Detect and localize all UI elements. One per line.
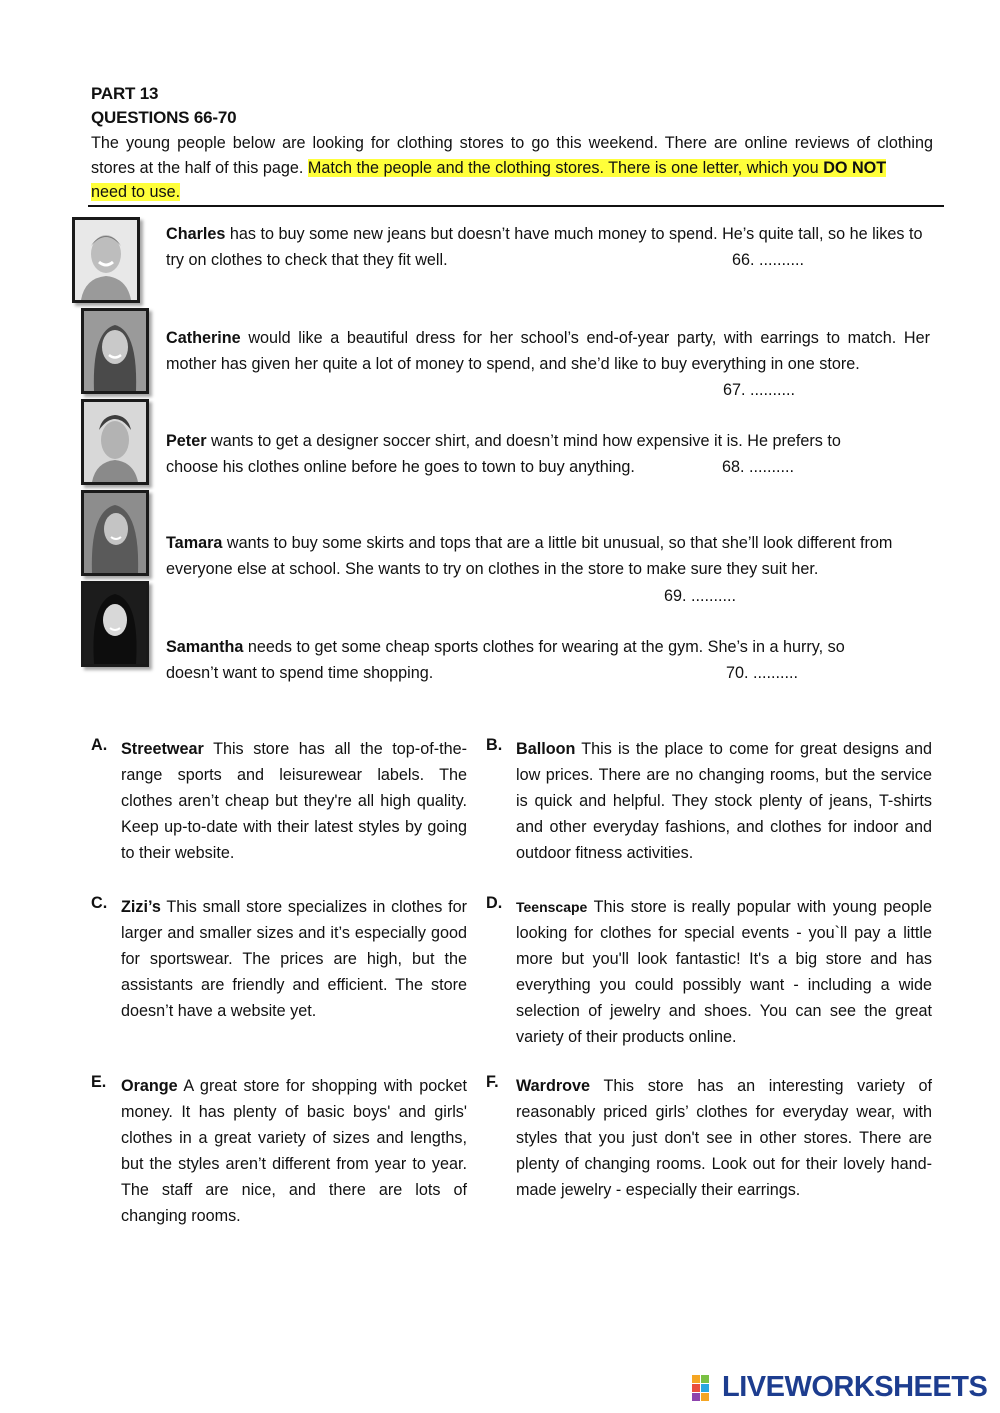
woman-portrait-icon	[84, 311, 146, 391]
woman-portrait-icon	[84, 493, 146, 573]
store-name: Wardrove	[516, 1077, 591, 1095]
answer-67[interactable]: 67. ..........	[723, 381, 795, 399]
person-text: would like a beautiful dress for her school’s end-of-year party, with earrings to match. Her mother has given her quite a lot of money to spend, and she’d like to buy everything in one store.	[166, 329, 930, 373]
intro-highlight-text: Match the people and the clothing stores. There is one letter, which you	[307, 158, 819, 177]
store-letter-c: C.	[91, 894, 108, 912]
questions-heading: QUESTIONS 66-70	[91, 108, 237, 127]
liveworksheets-logo-text[interactable]: LIVEWORKSHEETS	[722, 1371, 988, 1403]
store-e	[121, 1073, 467, 1229]
liveworksheets-logo-icon	[692, 1375, 718, 1403]
store-name: Zizi’s	[121, 898, 161, 916]
person-charles	[166, 221, 930, 273]
intro-text: The young people below are looking for clothing stores to go this weekend. There are online reviews of clothing stores at the half of this page.	[91, 134, 933, 177]
person-text: has to buy some new jeans but doesn’t have much money to spend. He’s quite tall, so he likes to try on clothes to check that they fit well.	[166, 225, 923, 269]
person-name: Charles	[166, 225, 226, 243]
store-letter-b: B.	[486, 736, 503, 754]
store-text: This is the place to come for great designs and low prices. There are no changing rooms, but the service is quick and helpful. They stock plenty of jeans, T-shirts and other everyday fashions, and clothes for indoor and outdoor fitness activities.	[516, 740, 932, 862]
store-text: A great store for shopping with pocket money. It has plenty of basic boys' and girls' clothes in a great variety of sizes and lengths, but the styles aren’t different from year to year. The staff are nice, and there are lots of changing rooms.	[121, 1077, 467, 1225]
store-name: Teenscape	[516, 899, 588, 915]
person-text: wants to buy some skirts and tops that are a little bit unusual, so that she’ll look different from everyone else at school. She wants to try on clothes in the store to make sure they suit her.	[166, 534, 893, 578]
store-letter-f: F.	[486, 1073, 499, 1091]
person-name: Catherine	[166, 329, 241, 347]
store-name: Balloon	[516, 740, 576, 758]
store-f	[516, 1073, 932, 1203]
person-name: Tamara	[166, 534, 223, 552]
part-heading: PART 13	[91, 84, 159, 103]
answer-70[interactable]: 70. ..........	[726, 664, 798, 682]
store-letter-d: D.	[486, 894, 503, 912]
store-letter-e: E.	[91, 1073, 107, 1091]
intro-highlight-end: need to use.	[91, 183, 181, 201]
store-b	[516, 736, 932, 866]
store-text: This store is really popular with young people looking for clothes for special events - you`ll pay a little more but you'll look fantastic! It's a big store and has everything you could possibly want - including a wide selection of jewelry and shoes. You can see the great variety of their products online.	[516, 898, 932, 1046]
catherine-photo	[81, 308, 149, 394]
store-c	[121, 894, 467, 1024]
tamara-photo	[81, 490, 149, 576]
person-name: Samantha	[166, 638, 244, 656]
person-catherine	[166, 325, 930, 377]
answer-69[interactable]: 69. ..........	[664, 587, 736, 605]
man-portrait-icon	[75, 220, 137, 300]
person-text: wants to get a designer soccer shirt, and doesn’t mind how expensive it is. He prefers to choose his clothes online before he goes to town to buy anything.	[166, 432, 841, 476]
store-text: This store has all the top-of-the-range sports and leisurewear labels. The clothes aren’t cheap but they're all high quality. Keep up-to-date with their latest styles by going to their website.	[121, 740, 467, 862]
answer-66[interactable]: 66. ..........	[732, 251, 804, 269]
intro-do-not: DO NOT	[823, 158, 887, 177]
person-tamara	[166, 530, 930, 582]
store-text: This store has an interesting variety of reasonably priced girls’ clothes for everyday wear, with styles that you just don't see in other stores. There are plenty of changing rooms. Look out for their lovely hand-made jewelry - especially their earrings.	[516, 1077, 932, 1199]
divider-rule	[88, 205, 944, 207]
store-name: Orange	[121, 1077, 178, 1095]
samantha-photo	[81, 581, 149, 667]
instructions	[91, 131, 933, 205]
man-portrait-icon	[84, 402, 146, 482]
store-name: Streetwear	[121, 740, 204, 758]
charles-photo	[72, 217, 140, 303]
store-text: This small store specializes in clothes for larger and smaller sizes and it’s especially good for sportswear. The prices are high, but the assistants are friendly and efficient. The store doesn’t have a website yet.	[121, 898, 467, 1020]
answer-68[interactable]: 68. ..........	[722, 458, 794, 476]
peter-photo	[81, 399, 149, 485]
store-d	[516, 894, 932, 1050]
store-letter-a: A.	[91, 736, 108, 754]
person-text: needs to get some cheap sports clothes for wearing at the gym. She’s in a hurry, so doesn’t want to spend time shopping.	[166, 638, 845, 682]
person-name: Peter	[166, 432, 207, 450]
store-a	[121, 736, 467, 866]
woman-portrait-icon	[84, 584, 146, 664]
